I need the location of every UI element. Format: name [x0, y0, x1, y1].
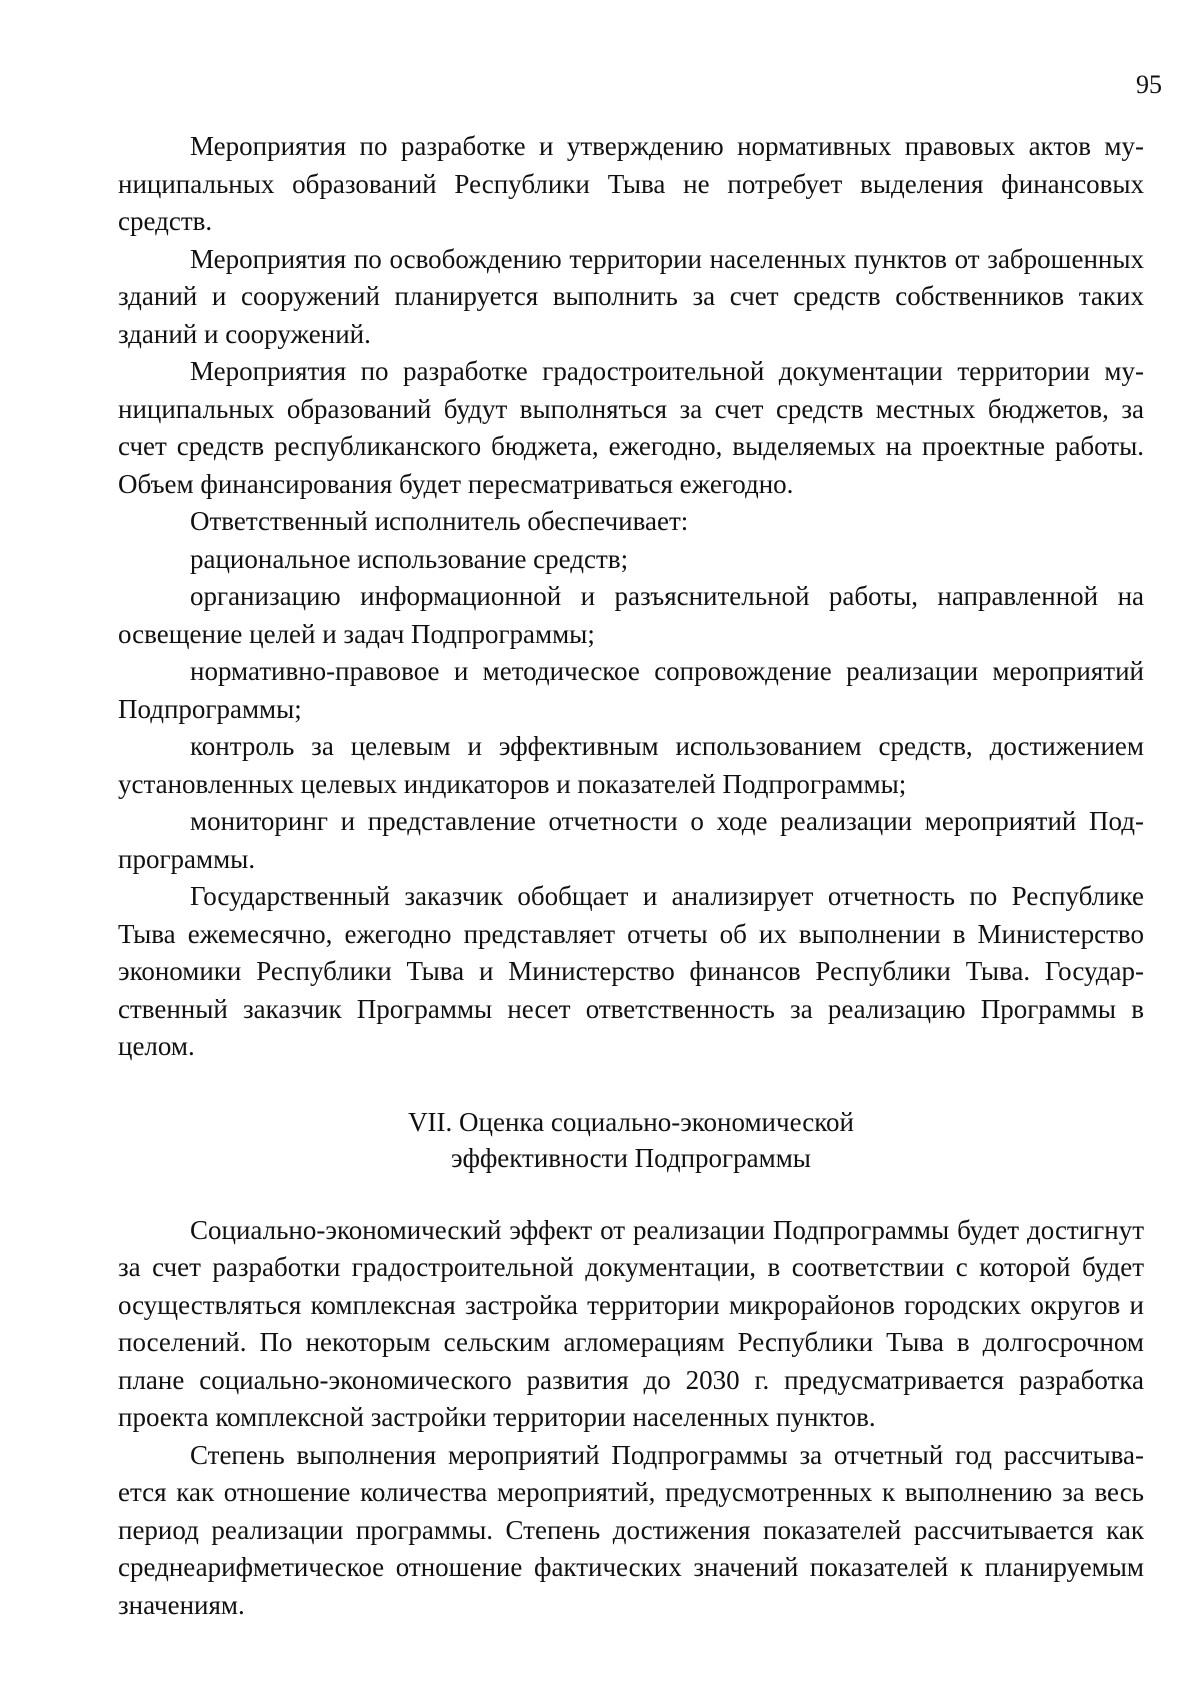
section-heading [118, 1104, 1144, 1176]
paragraph: Мероприятия по разработке градостроительной документации территории муниципальных образований будут выполняться за счет средств местных бюджетов, за счет средств республиканского бюджета, ежегодно, выделяемых на проектные работы. Объем финансирования будет пересматриваться ежегодно. [118, 356, 1144, 499]
paragraph: Мероприятия по разработке и утверждению нормативных правовых актов муниципальных образований Республики Тыва не потребует выделения финансовых средств. [118, 131, 1144, 236]
section-heading-line: эффективности Подпрограммы [451, 1142, 811, 1173]
section-heading-line: VII. Оценка социально-экономической [408, 1106, 854, 1137]
paragraph: Мероприятия по освобождению территории населенных пунктов от заброшенных зданий и сооружений планируется выполнить за счет средств собственников таких зданий и сооружений. [118, 243, 1144, 349]
document-body [118, 128, 1144, 1624]
paragraph: Степень выполнения мероприятий Подпрограммы за отчетный год рассчитывается как отношение количества мероприятий, предусмотренных к выполнению за весь период реализации программы. Степень достижения показателей рассчитывается как среднеарифметическое отношение фактических значений показателей к планируемым значениям. [118, 1439, 1144, 1620]
list-item: рациональное использование средств; [190, 543, 629, 574]
page-number: 95 [1136, 70, 1162, 99]
list-item: организацию информационной и разъяснительной работы, направленной на освещение целей и задач Подпрограммы; [118, 581, 1144, 649]
paragraph: Государственный заказчик обобщает и анализирует отчетность по Республике Тыва ежемесячно, ежегодно представляет отчеты об их выполнении в Министерство экономики Республики Тыва и Министерство финансов Республики Тыва. Государственный заказчик Программы несет ответственность за реализацию Программы в целом. [118, 881, 1144, 1061]
list-item: мониторинг и представление отчетности о ходе реализации мероприятий Подпрограммы. [118, 806, 1144, 874]
list-item: нормативно-правовое и методическое сопровождение реализации мероприятий Подпрограммы; [118, 656, 1144, 724]
paragraph: Ответственный исполнитель обеспечивает: [190, 506, 689, 536]
list-item: контроль за целевым и эффективным использованием средств, достижением установленных целевых индикаторов и показателей Подпрограммы; [118, 731, 1144, 799]
paragraph: Социально-экономический эффект от реализации Подпрограммы будет достигнут за счет разработки градостроительной документации, в соответствии с которой будет осуществляться комплексная застройка территории микрорайонов городских округов и поселений. По некоторым сельским агломерациям Республики Тыва в долгосрочном плане социально-экономического развития до 2030 г. предусматривается разработка проекта комплексной застройки территории населенных пунктов. [118, 1214, 1144, 1432]
